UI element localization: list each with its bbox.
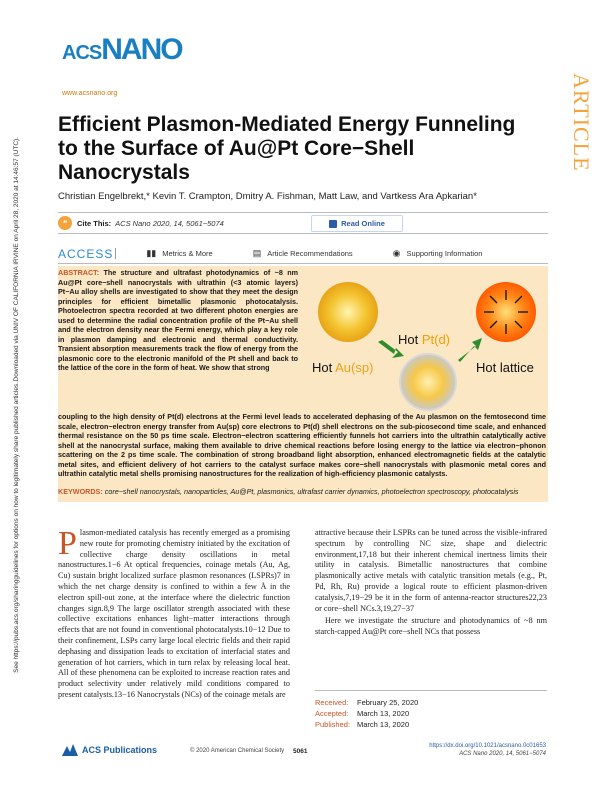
abstract-lead: ABSTRACT:	[58, 268, 100, 277]
keywords-label: KEYWORDS:	[58, 487, 103, 496]
body-right-paragraph-1: attractive because their LSPRs can be tuned across the visible-infrared spectrum by controlling NC size, shape and dielectric environment,17,18 but their inherent chemical inertness limits their utility in catalysis. Bimetallic nanostructures that combine plasmonically active metals with catalytic transition metals (e.g., Pt, Pd, Rh, Ru) provide a logical route to efficient plasmon-driven catalysis,7,19−29 be it in the form of antenna-reactor structures22,23 or core−shell NCs.3,19,27−37	[315, 528, 547, 613]
recommendations-link[interactable]	[253, 248, 353, 259]
publisher-name: ACS Publications	[82, 745, 158, 755]
article-title: Efficient Plasmon-Mediated Energy Funneling to the Surface of Au@Pt Core−Shell Nanocrystals	[58, 113, 516, 184]
read-online-button[interactable]	[311, 215, 403, 232]
publication-dates	[315, 690, 547, 730]
supporting-info-link[interactable]	[393, 248, 483, 259]
keywords-text: core−shell nanocrystals, nanoparticles, Au@Pt, plasmonics, ultrafast carrier dynamics, photoelectron spectroscopy, photocatalysis	[104, 487, 519, 496]
body-column-left	[58, 525, 290, 701]
cite-label: Cite This:	[77, 218, 112, 228]
toc-label-hot-lattice: Hot lattice	[476, 360, 534, 375]
body-left-text: lasmon-mediated catalysis has recently emerged as a promising new route for promoting chemistry initiated by the excitation of collective charge density oscillations in metal nanostructures.1−6 At optical frequencies, coinage metals (Au, Ag, Cu) sustain bright localized surface plasmon resonances (LSPRs)7 in which the net charge density is confined to within a few Å in the electron spill-out zone, at the interface where the dielectric function changes sign.8,9 The large oscillator strength associated with these collective excitations enhances light−matter interactions through effects that are not found in conventional photocatalysts.10−12 Due to their confinement, LSPs carry large local electric fields and their rapid dephasing and dissipation leads to excitation of interfacial states and generation of hot carriers, which in turn relax by releasing local heat. All of these phenomena can be exploited to increase reaction rates and product selectivity under relatively mild conditions compared to present catalysts.13−16 Nanocrystals (NCs) of the coinage metals are	[58, 528, 290, 699]
toc-label-hot-au	[312, 360, 373, 375]
supporting-info-label: Supporting Information	[406, 249, 483, 258]
journal-logo-acs: ACS	[62, 42, 102, 64]
abstract-part-1	[58, 268, 298, 373]
recommendations-label: Article Recommendations	[267, 249, 353, 258]
access-bar	[58, 244, 548, 264]
abstract-body-1: The structure and ultrafast photodynamics of ~8 nm Au@Pt core−shell nanocrystals with ultrathin (<3 atomic layers) Pt−Au alloy shells are investigated to show that they meet the design principles for efficient bimetallic plasmonic photocatalysis. Photoelectron spectra recorded at two different photon energies are used to determine the radial concentration profile of the Pt−Au shell and the electron density near the Fermi energy, which play a key role in plasmon damping and electronic and thermal conductivity. Transient absorption measurements track the flow of energy from the plasmonic core to the electronic manifold of the Pt shell and back to the lattice of the core in the form of heat. We show that strong	[58, 268, 299, 372]
abstract-part-2: coupling to the high density of Pt(d) electrons at the Fermi level leads to accelerated dephasing of the Au plasmon on the femtosecond time scale, electron−electron energy transfer from Au(sp) core electrons to Pt(d) shell electrons on the sub-picosecond time scale, and enhanced thermal resistance on the 50 ps time scale. Electron−electron scattering efficiently funnels hot carriers into the ultrathin catalytically active shell at the nanocrystal surface, making them available to drive chemical reactions before losing energy to the lattice via electron−phonon scattering on the 2 ps time scale. The combination of strong broadband light absorption, enhanced electromagnetic fields at the catalytic metal sites, and efficient delivery of hot carriers to the catalyst surface makes core−shell nanocrystals with plasmonic metal cores and ultrathin catalytic metal shells promising nanostructures for the realization of high-efficiency plasmonic catalysts.	[58, 412, 546, 478]
metrics-link[interactable]	[146, 248, 212, 259]
accepted-row	[315, 708, 547, 719]
body-right-paragraph-2: Here we investigate the structure and photodynamics of ~8 nm starch-capped Au@Pt core−shell NCs that possess	[315, 616, 547, 637]
acs-publications-icon	[62, 744, 78, 756]
toc-pt-d: Pt(d)	[421, 332, 451, 347]
published-label: Published:	[315, 720, 351, 729]
article-type-tab	[568, 62, 594, 182]
received-label: Received:	[315, 698, 349, 707]
dropcap: P	[58, 525, 77, 562]
accepted-date: March 13, 2020	[357, 709, 410, 718]
keywords	[58, 487, 546, 497]
cite-bar	[58, 212, 548, 234]
toc-hot-au-prefix: Hot	[312, 360, 336, 375]
footer-citation: ACS Nano 2020, 14, 5061−5074	[459, 751, 546, 757]
access-label: ACCESS	[58, 246, 114, 261]
arrow-pt-to-lattice	[458, 338, 482, 362]
side-note-line-1: Downloaded via UNIV OF CALIFORNIA IRVINE on April 28, 2020 at 14:46:57 (UTC).	[12, 137, 20, 382]
pt-shell-sphere	[400, 354, 456, 410]
toc-label-hot-pt	[398, 332, 450, 347]
doi-link[interactable]: https://dx.doi.org/10.1021/acsnano.0c01653	[429, 743, 546, 749]
journal-logo[interactable]	[62, 33, 182, 67]
body-column-right	[315, 528, 547, 638]
side-note-line-2: See https://pubs.acs.org/sharingguidelines for options on how to legitimately share published articles.	[12, 381, 20, 673]
author-list: Christian Engelbrekt,* Kevin T. Crampton, Dmitry A. Fishman, Matt Law, and Vartkess Ara Apkarian*	[58, 191, 477, 202]
copyright: © 2020 American Chemical Society	[190, 748, 285, 754]
accepted-label: Accepted:	[315, 709, 349, 718]
received-date: February 25, 2020	[357, 698, 419, 707]
published-date: March 13, 2020	[357, 720, 410, 729]
access-divider	[115, 248, 116, 259]
download-side-note	[2, 137, 30, 673]
page-number: 5061	[293, 748, 308, 755]
book-icon	[329, 220, 337, 228]
supporting-info-icon: ◉	[392, 248, 401, 258]
published-row	[315, 719, 547, 730]
toc-hot-pt-prefix: Hot	[398, 332, 422, 347]
au-core-sphere	[318, 282, 378, 342]
journal-url[interactable]: www.acsnano.org	[62, 90, 118, 97]
quote-icon: ❝	[58, 216, 72, 230]
cite-text: ACS Nano 2020, 14, 5061−5074	[115, 218, 224, 228]
article-type-label: ARTICLE	[569, 72, 594, 172]
doi-block	[429, 742, 546, 758]
document-icon: ▤	[252, 248, 262, 258]
metrics-label: Metrics & More	[162, 249, 213, 258]
journal-logo-nano: NANO	[101, 33, 182, 66]
received-row	[315, 697, 547, 708]
toc-graphic	[308, 272, 548, 412]
acs-publications-logo[interactable]	[62, 744, 157, 756]
bar-chart-icon: ▮▮	[146, 248, 157, 258]
toc-au-sp: Au(sp)	[335, 360, 374, 375]
read-online-label: Read Online	[341, 219, 385, 228]
